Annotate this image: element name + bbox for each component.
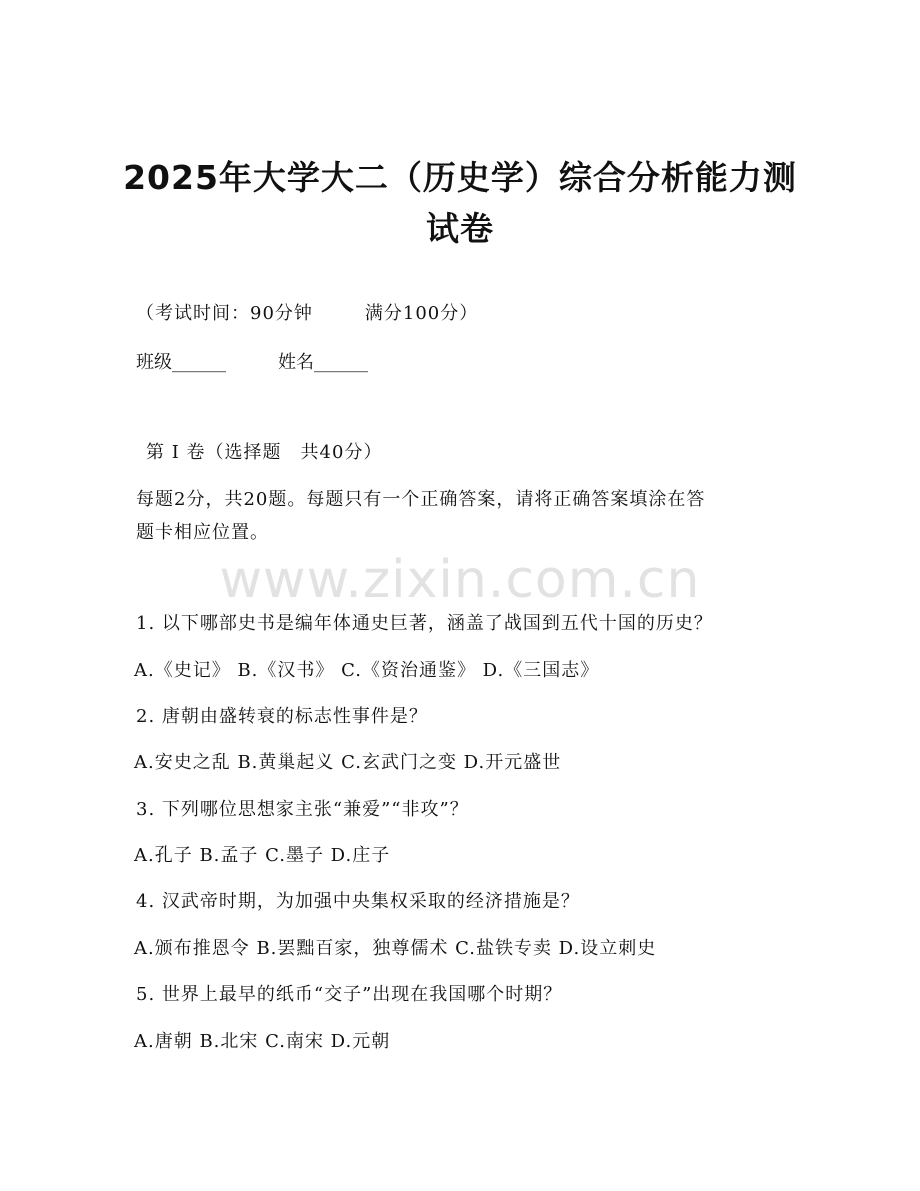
section-heading: 第 I 卷（选择题 共40分） (146, 442, 383, 463)
question-stem: 2. 唐朝由盛转衰的标志性事件是？ (136, 706, 428, 727)
full-score: 满分100分） (364, 303, 479, 324)
question-stem: 3. 下列哪位思想家主张“兼爱”“非攻”？ (136, 799, 469, 820)
student-info-line (136, 350, 368, 376)
question-options: A.安史之乱 B.黄巢起义 C.玄武门之变 D.开元盛世 (134, 752, 562, 773)
question-options: A.《史记》 B.《汉书》 C.《资治通鉴》 D.《三国志》 (134, 660, 600, 681)
question-stem: 4. 汉武帝时期，为加强中央集权采取的经济措施是？ (136, 891, 580, 912)
name-field: 姓名______ (278, 352, 368, 373)
question-options: A.颁布推恩令 B.罢黜百家，独尊儒术 C.盐铁专卖 D.设立刺史 (134, 938, 657, 959)
exam-time: （考试时间：90分钟 (136, 303, 313, 324)
question-stem: 5. 世界上最早的纸币“交子”出现在我国哪个时期？ (136, 984, 563, 1005)
class-field: 班级______ (136, 352, 226, 373)
question-stem: 1. 以下哪部史书是编年体通史巨著，涵盖了战国到五代十国的历史？ (136, 613, 713, 634)
instruction-line-2: 题卡相应位置。 (136, 522, 269, 543)
exam-title-line-2: 试卷 (426, 209, 494, 248)
exam-info-line (136, 301, 478, 327)
question-options: A.唐朝 B.北宋 C.南宋 D.元朝 (134, 1031, 391, 1052)
exam-title-line-1: 2025年大学大二（历史学）综合分析能力测 (123, 158, 797, 197)
question-options: A.孔子 B.孟子 C.墨子 D.庄子 (134, 845, 391, 866)
watermark: www.zixin.com.cn (219, 550, 701, 610)
instruction-line-1: 每题2分，共20题。每题只有一个正确答案，请将正确答案填涂在答 (136, 489, 706, 510)
